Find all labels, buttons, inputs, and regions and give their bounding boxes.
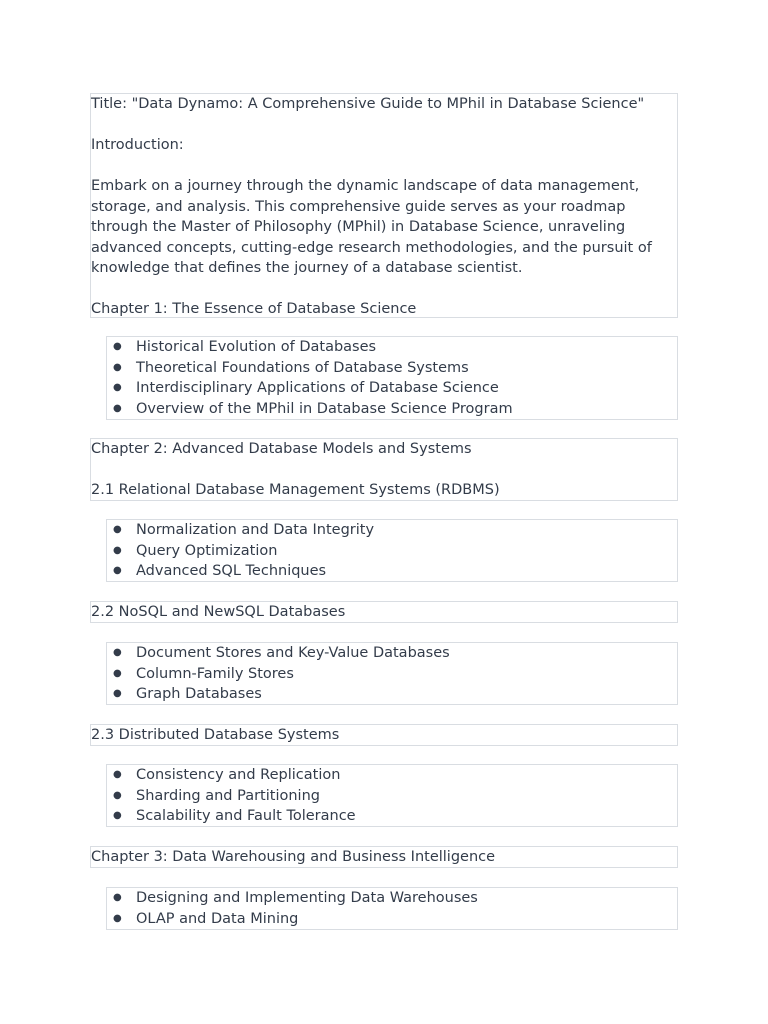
list-item: ● Theoretical Foundations of Database Systems (107, 358, 677, 379)
intro-block (90, 93, 678, 318)
list-item: ● Interdisciplinary Applications of Database Science (107, 378, 677, 399)
list-item: ● Document Stores and Key-Value Databases (107, 643, 677, 664)
list-item: ● Query Optimization (107, 541, 677, 562)
document-title: Title: "Data Dynamo: A Comprehensive Guide to MPhil in Database Science" (91, 96, 645, 112)
list-item: ● Graph Databases (107, 684, 677, 705)
bullet-icon: ● (113, 382, 122, 393)
list-item: ● Advanced SQL Techniques (107, 561, 677, 582)
list-item: ● Consistency and Replication (107, 765, 677, 786)
list-item: ● Sharding and Partitioning (107, 786, 677, 807)
section-2-1-list (106, 519, 678, 582)
chapter-3-block (90, 846, 678, 868)
chapter-3-heading: Chapter 3: Data Warehousing and Business Intelligence (91, 849, 496, 865)
list-item: ● Designing and Implementing Data Warehouses (107, 888, 677, 909)
list-item: ● OLAP and Data Mining (107, 909, 677, 930)
section-2-2-block (90, 601, 678, 623)
chapter-1-list (106, 336, 678, 420)
bullet-icon: ● (113, 892, 122, 903)
bullet-icon: ● (113, 688, 122, 699)
section-2-3-list (106, 764, 678, 827)
list-item: ● Normalization and Data Integrity (107, 520, 677, 541)
bullet-icon: ● (113, 361, 122, 373)
chapter-1-heading: Chapter 1: The Essence of Database Science (91, 301, 417, 317)
list-item: ● Scalability and Fault Tolerance (107, 806, 677, 827)
bullet-icon: ● (113, 544, 122, 556)
bullet-icon: ● (113, 341, 122, 352)
bullet-icon: ● (113, 524, 122, 535)
introduction-paragraph: Embark on a journey through the dynamic landscape of data management, storage, and analysis. This comprehensive guide serves as your roadmap through the Master of Philosophy (MPhil) in Database Science, unraveling advanced concepts, cutting-edge research methodologies, and the pursuit of knowledge that defines the journey of a database scientist. (91, 178, 652, 276)
bullet-icon: ● (113, 789, 122, 801)
bullet-icon: ● (113, 402, 122, 414)
chapter-2-block (90, 438, 678, 501)
introduction-heading: Introduction: (91, 137, 184, 153)
bullet-icon: ● (113, 647, 122, 658)
bullet-icon: ● (113, 769, 122, 780)
section-2-2-heading: 2.2 NoSQL and NewSQL Databases (91, 604, 346, 620)
list-item: ● Historical Evolution of Databases (107, 337, 677, 358)
bullet-icon: ● (113, 667, 122, 679)
list-item: ● Column-Family Stores (107, 664, 677, 685)
list-item: ● Overview of the MPhil in Database Science Program (107, 399, 677, 420)
section-2-1-heading: 2.1 Relational Database Management Systems (RDBMS) (91, 482, 500, 498)
bullet-icon: ● (113, 810, 122, 821)
section-2-3-heading: 2.3 Distributed Database Systems (91, 727, 340, 743)
chapter-2-heading: Chapter 2: Advanced Database Models and Systems (91, 441, 472, 457)
bullet-icon: ● (113, 912, 122, 924)
section-2-3-block (90, 724, 678, 746)
section-2-2-list (106, 642, 678, 705)
chapter-3-list (106, 887, 678, 930)
bullet-icon: ● (113, 565, 122, 576)
